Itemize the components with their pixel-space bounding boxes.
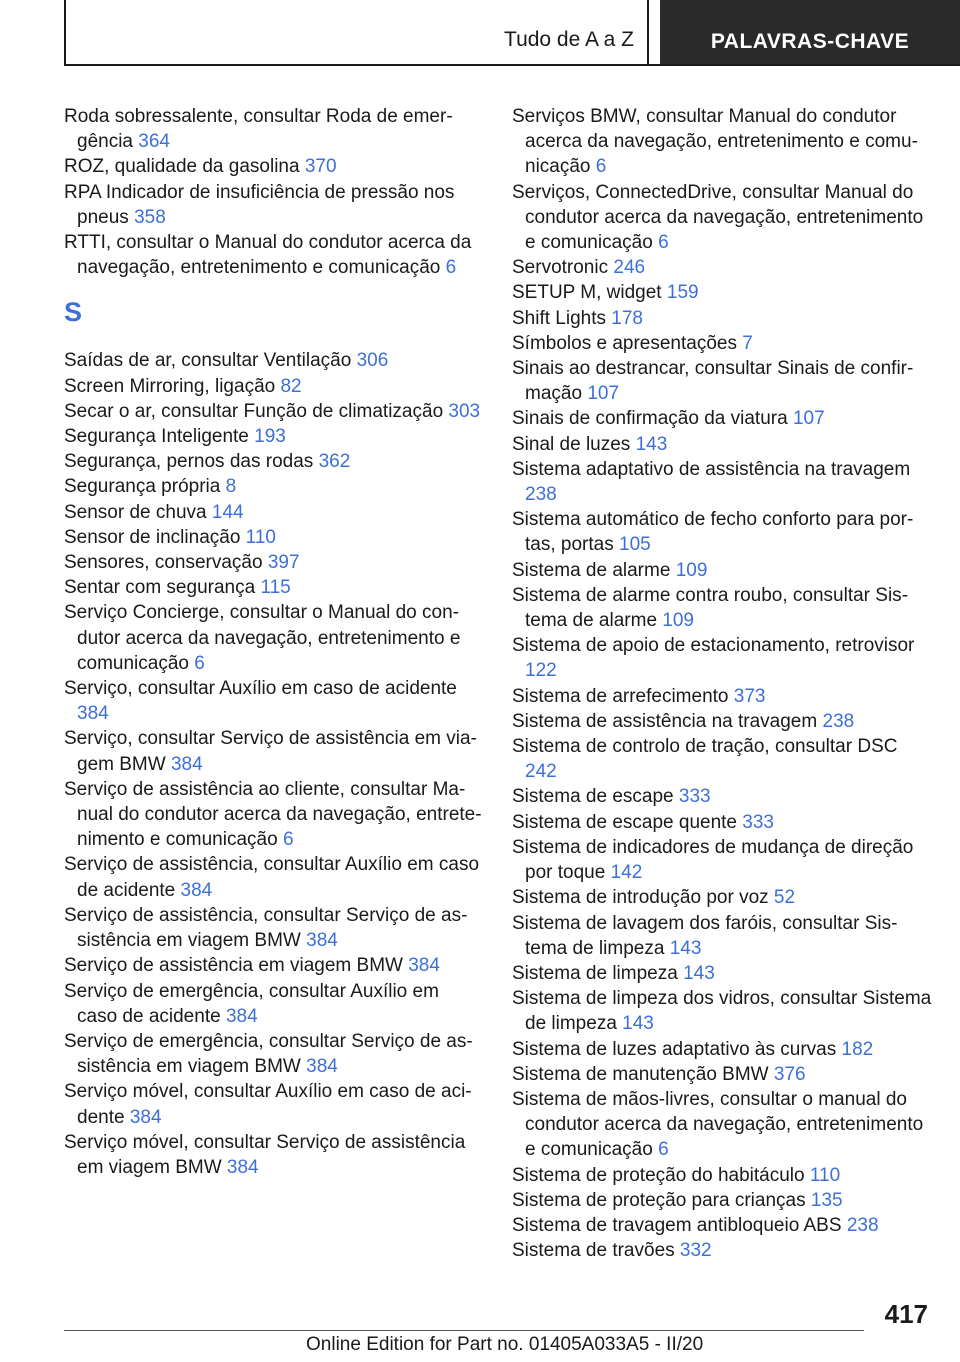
- entry-page-link[interactable]: 333: [678, 786, 711, 808]
- entry-term: Shift Lights: [512, 307, 606, 329]
- entry-term: Sensor de chuva: [64, 501, 207, 523]
- index-entry: [512, 104, 932, 180]
- entry-page-link[interactable]: 107: [587, 383, 620, 405]
- index-letter-heading: S: [64, 297, 83, 328]
- entry-term: Sensor de inclinação: [64, 526, 241, 548]
- entry-term: Roda sobressalente, consultar Roda de emergência: [64, 106, 453, 153]
- entry-page-link[interactable]: 364: [138, 131, 170, 153]
- entry-term: Sistema de assistência na travagem: [512, 710, 818, 732]
- entry-term: RTTI, consultar o Manual do condutor acerca da navegação, entretenimento e comunicação: [64, 232, 472, 279]
- entry-term: Sistema de manutenção BMW: [512, 1063, 769, 1085]
- entry-page-link[interactable]: 122: [525, 660, 557, 682]
- index-entry: [512, 986, 932, 1036]
- entry-term: Segurança, pernos das rodas: [64, 451, 314, 473]
- entry-page-link[interactable]: 107: [792, 408, 825, 430]
- entry-page-link[interactable]: 238: [846, 1214, 879, 1236]
- index-entry: [64, 1130, 484, 1180]
- entry-term: Serviços, ConnectedDrive, consultar Manual do condutor acerca da navegação, entretenimento e comunicação: [512, 181, 924, 254]
- entry-page-link[interactable]: 362: [318, 451, 351, 473]
- entry-page-link[interactable]: 384: [225, 1005, 258, 1027]
- entry-term: Sistema de travões: [512, 1240, 675, 1262]
- entry-term: Sentar com segurança: [64, 577, 256, 599]
- index-entry: [512, 1188, 932, 1213]
- index-entry: [64, 525, 484, 550]
- header-divider: [647, 0, 649, 66]
- entry-term: RPA Indicador de insuficiência de pressão nos pneus: [64, 181, 455, 228]
- entry-page-link[interactable]: 109: [662, 610, 694, 632]
- index-entry: [64, 154, 484, 179]
- entry-page-link[interactable]: 143: [622, 1013, 654, 1035]
- index-entry: [512, 331, 932, 356]
- entry-term: Sistema de introdução por voz: [512, 887, 769, 909]
- entry-page-link[interactable]: 384: [77, 703, 109, 725]
- index-entry: [512, 1238, 932, 1263]
- entry-page-link[interactable]: 384: [180, 879, 213, 901]
- index-entry: [512, 1163, 932, 1188]
- index-entry: [512, 432, 932, 457]
- index-entry: [64, 348, 484, 373]
- entry-page-link[interactable]: 242: [525, 761, 557, 783]
- entry-term: Serviço de assistência, consultar Serviço de assistência em viagem BMW: [64, 904, 468, 952]
- entry-term: Sistema de escape: [512, 786, 674, 808]
- index-entry: [512, 810, 932, 835]
- index-entry: [64, 953, 484, 978]
- entry-page-link[interactable]: 6: [658, 232, 669, 254]
- entry-page-link[interactable]: 306: [356, 350, 389, 372]
- entry-page-link[interactable]: 384: [306, 930, 338, 952]
- edition-note: Online Edition for Part no. 01405A033A5 - II/20: [306, 1334, 704, 1355]
- index-entry: [64, 180, 484, 230]
- entry-term: Sistema de apoio de estacionamento, retrovisor: [512, 635, 915, 657]
- entry-term: Sistema de luzes adaptativo às curvas: [512, 1038, 837, 1060]
- index-entry: [512, 835, 932, 885]
- index-entry: [64, 676, 484, 726]
- entry-page-link[interactable]: 6: [282, 829, 294, 851]
- index-entry: [64, 374, 484, 399]
- index-entry: [64, 600, 484, 676]
- chapter-tab[interactable]: [660, 0, 960, 64]
- entry-term: Serviço móvel, consultar Auxílio em caso de acidente: [64, 1081, 472, 1128]
- index-entry: [64, 550, 484, 575]
- index-entry: [512, 280, 932, 305]
- entry-term: Serviço Concierge, consultar o Manual do condutor acerca da navegação, entretenimento e comunicação: [64, 602, 461, 674]
- entry-term: Sistema de proteção para crianças: [512, 1189, 806, 1211]
- index-entry: [512, 1213, 932, 1238]
- entry-term: ROZ, qualidade da gasolina: [64, 156, 300, 178]
- entry-page-link[interactable]: 333: [742, 811, 774, 833]
- index-entry: [64, 979, 484, 1029]
- entry-page-link[interactable]: 143: [669, 937, 702, 959]
- entry-term: Sistema de travagem antibloqueio ABS: [512, 1214, 842, 1236]
- index-entry: [64, 449, 484, 474]
- entry-page-link[interactable]: 303: [448, 400, 481, 422]
- index-entry: [64, 500, 484, 525]
- entry-page-link[interactable]: 397: [267, 552, 300, 574]
- index-entry: [512, 1087, 932, 1163]
- index-entry: [64, 399, 484, 424]
- index-entry: [512, 558, 932, 583]
- entry-term: Sistema de arrefecimento: [512, 685, 729, 707]
- chapter-tab-label: PALAVRAS-CHAVE: [710, 30, 910, 53]
- entry-term: Serviços BMW, consultar Manual do condutor acerca da navegação, entretenimento e comunicação: [512, 106, 918, 178]
- entry-term: Saídas de ar, consultar Ventilação: [64, 350, 352, 372]
- entries-right: [512, 104, 932, 1263]
- entry-page-link[interactable]: 52: [773, 887, 796, 909]
- entry-page-link[interactable]: 109: [675, 559, 708, 581]
- entry-page-link[interactable]: 144: [211, 501, 244, 523]
- index-entry: [512, 180, 932, 256]
- entry-term: Serviço de assistência, consultar Auxílio em caso de acidente: [64, 854, 480, 901]
- entry-page-link[interactable]: 8: [225, 476, 237, 498]
- entry-page-link[interactable]: 370: [304, 156, 337, 178]
- entry-term: Sinal de luzes: [512, 433, 631, 455]
- entry-page-link[interactable]: 143: [635, 433, 668, 455]
- entry-page-link[interactable]: 178: [611, 307, 643, 329]
- index-entry: [512, 457, 932, 507]
- entry-page-link[interactable]: 142: [610, 862, 643, 884]
- entry-term: Sistema de alarme contra roubo, consultar Sistema de alarme: [512, 584, 909, 632]
- index-entry: [512, 507, 932, 557]
- entry-page-link[interactable]: 7: [742, 332, 753, 354]
- index-entry: [512, 784, 932, 809]
- entry-term: Servotronic: [512, 257, 609, 279]
- entry-page-link[interactable]: 384: [170, 753, 203, 775]
- entry-page-link[interactable]: 82: [280, 375, 302, 397]
- index-entry: [64, 1029, 484, 1079]
- section-title: Tudo de A a Z: [504, 28, 634, 51]
- entry-term: Sistema de proteção do habitáculo: [512, 1164, 805, 1186]
- entry-term: Secar o ar, consultar Função de climatização: [64, 400, 444, 422]
- index-entry: [512, 684, 932, 709]
- entry-term: Sistema de limpeza: [512, 962, 678, 984]
- entry-page-link[interactable]: 159: [666, 282, 699, 304]
- entries-before-letter: [64, 104, 484, 280]
- entry-page-link[interactable]: 105: [619, 534, 651, 556]
- entry-page-link[interactable]: 376: [773, 1063, 806, 1085]
- entry-page-link[interactable]: 238: [525, 484, 557, 506]
- entry-page-link[interactable]: 6: [595, 156, 607, 178]
- index-entry: [512, 306, 932, 331]
- entry-term: Serviço de emergência, consultar Auxílio em caso de acidente: [64, 980, 439, 1027]
- entry-page-link[interactable]: 384: [306, 1056, 338, 1078]
- index-entry: [64, 104, 484, 154]
- index-entry: [64, 424, 484, 449]
- entry-page-link[interactable]: 373: [733, 685, 766, 707]
- entry-term: Sistema de escape quente: [512, 811, 737, 833]
- index-entry: [512, 885, 932, 910]
- entries-after-letter: [64, 348, 484, 1180]
- index-entry: [64, 852, 484, 902]
- index-entry: [64, 1079, 484, 1129]
- entry-term: Sistema automático de fecho conforto para portas, portas: [512, 509, 914, 556]
- header-left-rule: [64, 0, 66, 66]
- footer-rule: [64, 1330, 864, 1331]
- index-entry: [512, 356, 932, 406]
- index-entry: [512, 1037, 932, 1062]
- entry-term: Sistema de indicadores de mudança de direção por toque: [512, 836, 914, 884]
- entry-page-link[interactable]: 6: [194, 652, 205, 674]
- entry-page-link[interactable]: 358: [134, 206, 166, 228]
- index-entry: [512, 633, 932, 683]
- entry-term: Sistema de alarme: [512, 559, 671, 581]
- index-entry: [64, 230, 484, 280]
- header-rule: [64, 64, 960, 66]
- entry-term: Sistema adaptativo de assistência na travagem: [512, 458, 911, 480]
- index-entry: [512, 583, 932, 633]
- index-entry: [512, 734, 932, 784]
- entry-term: Serviço de assistência ao cliente, consultar Manual do condutor acerca da navegação, entretenimento e comunicação: [64, 778, 482, 851]
- entry-page-link[interactable]: 182: [841, 1038, 874, 1060]
- index-entry: [512, 911, 932, 961]
- entry-term: Serviço móvel, consultar Serviço de assistência em viagem BMW: [64, 1131, 466, 1178]
- entry-term: SETUP M, widget: [512, 282, 662, 304]
- index-entry: [64, 726, 484, 776]
- index-entry: [512, 961, 932, 986]
- entry-term: Sistema de controlo de tração, consultar DSC: [512, 736, 898, 758]
- entry-page-link[interactable]: 193: [254, 426, 286, 448]
- entry-page-link[interactable]: 115: [260, 577, 291, 599]
- entry-term: Símbolos e apresentações: [512, 332, 737, 354]
- entry-page-link[interactable]: 384: [129, 1106, 162, 1128]
- entry-page-link[interactable]: 246: [613, 257, 646, 279]
- entry-term: Sistema de limpeza dos vidros, consultar Sistema de limpeza: [512, 988, 932, 1035]
- entry-page-link[interactable]: 384: [226, 1156, 259, 1178]
- entry-page-link[interactable]: 135: [810, 1189, 843, 1211]
- entry-page-link[interactable]: 6: [658, 1139, 669, 1161]
- entry-term: Serviço, consultar Auxílio em caso de acidente: [64, 678, 457, 700]
- entry-term: Serviço, consultar Serviço de assistência em viagem BMW: [64, 728, 477, 775]
- index-column-left: [64, 104, 484, 1180]
- entry-term: Screen Mirroring, ligação: [64, 375, 276, 397]
- entry-page-link[interactable]: 110: [245, 526, 276, 548]
- entry-page-link[interactable]: 384: [408, 955, 440, 977]
- index-entry: [64, 777, 484, 853]
- index-entry: [512, 709, 932, 734]
- index-entry: [512, 1062, 932, 1087]
- index-entry: [512, 255, 932, 280]
- entry-page-link[interactable]: 332: [679, 1240, 712, 1262]
- entry-term: Sinais ao destrancar, consultar Sinais de confirmação: [512, 358, 914, 405]
- index-entry: [64, 575, 484, 600]
- entry-term: Segurança própria: [64, 476, 221, 498]
- index-column-right: [512, 104, 932, 1263]
- entry-term: Sensores, conservação: [64, 552, 263, 574]
- entry-term: Segurança Inteligente: [64, 426, 249, 448]
- entry-term: Sistema de mãos-livres, consultar o manual do condutor acerca da navegação, entretenimento e comunicação: [512, 1088, 924, 1161]
- index-entry: [64, 903, 484, 953]
- entry-term: Serviço de emergência, consultar Serviço de assistência em viagem BMW: [64, 1030, 473, 1078]
- entry-page-link[interactable]: 110: [809, 1164, 841, 1186]
- entry-page-link[interactable]: 143: [683, 962, 715, 984]
- entry-term: Sinais de confirmação da viatura: [512, 408, 788, 430]
- entry-page-link[interactable]: 238: [822, 710, 855, 732]
- index-entry: [512, 406, 932, 431]
- page-number: 417: [884, 1299, 928, 1329]
- entry-page-link[interactable]: 6: [445, 257, 457, 279]
- entry-term: Serviço de assistência em viagem BMW: [64, 955, 403, 977]
- entry-term: Sistema de lavagem dos faróis, consultar Sistema de limpeza: [512, 912, 898, 959]
- index-entry: [64, 474, 484, 499]
